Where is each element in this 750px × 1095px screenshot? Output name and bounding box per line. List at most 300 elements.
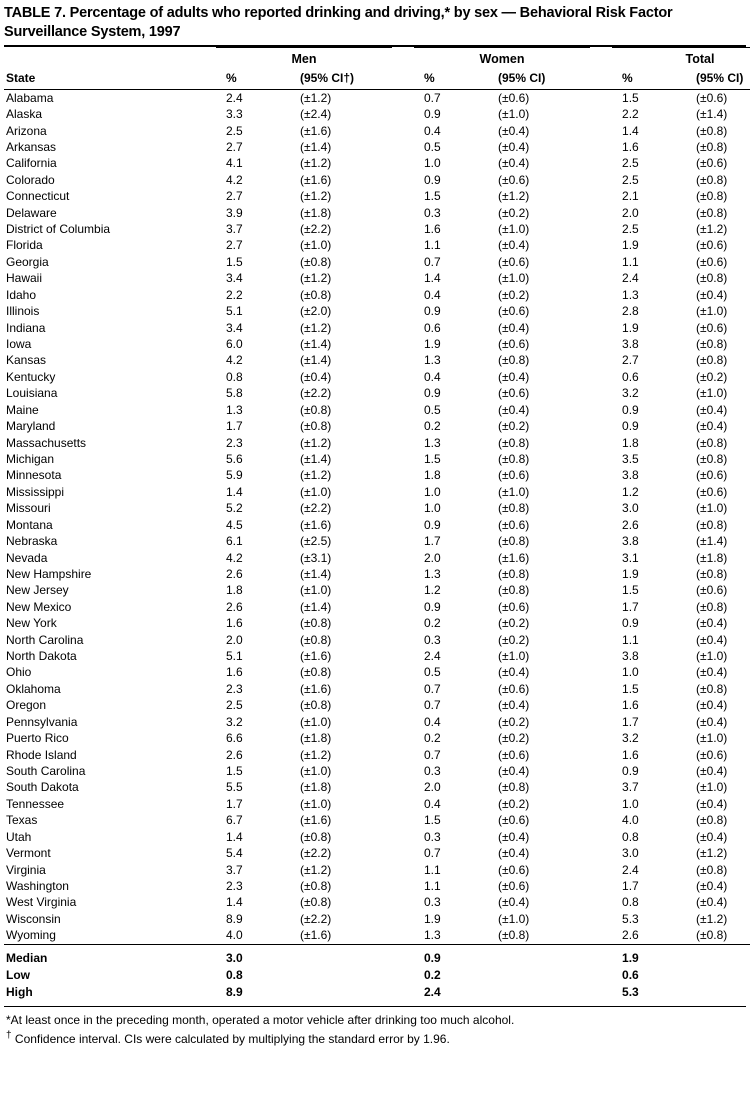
column-header-women-ci: (95% CI) — [498, 71, 546, 86]
footnote-dagger-text: Confidence interval. CIs were calculated by multiplying the standard error by 1.96. — [11, 1031, 450, 1046]
row-total-pct: 2.6 — [622, 517, 639, 532]
row-gap-2 — [590, 139, 612, 155]
row-state: Idaho — [6, 287, 37, 302]
row-women-ci: (±0.6) — [498, 747, 530, 762]
row-women-pct: 1.1 — [424, 878, 441, 893]
row-women-ci: (±0.6) — [498, 681, 530, 696]
table-row — [4, 862, 750, 878]
row-men-ci: (±0.8) — [300, 419, 332, 434]
row-total-pct: 0.9 — [622, 763, 639, 778]
row-women-pct: 1.6 — [424, 222, 441, 237]
row-gap-1 — [392, 796, 414, 812]
table-row — [4, 369, 750, 385]
row-gap-1 — [392, 616, 414, 632]
row-women-ci: (±0.4) — [498, 139, 530, 154]
column-header-men-ci: (95% CI†) — [300, 71, 355, 86]
row-state: South Dakota — [6, 780, 79, 795]
row-women-pct: 0.7 — [424, 254, 441, 269]
row-gap-1 — [392, 123, 414, 139]
row-women-ci: (±0.8) — [498, 501, 530, 516]
row-women-pct: 0.4 — [424, 714, 441, 729]
row-men-ci: (±0.8) — [300, 698, 332, 713]
row-gap-2 — [590, 813, 612, 829]
summary-women-pct: 2.4 — [424, 984, 441, 999]
row-women-ci: (±0.8) — [498, 583, 530, 598]
row-men-ci: (±0.8) — [300, 254, 332, 269]
row-men-pct: 2.7 — [226, 139, 243, 154]
row-women-pct: 0.7 — [424, 681, 441, 696]
table-row — [4, 501, 750, 517]
row-women-pct: 0.7 — [424, 846, 441, 861]
row-men-ci: (±1.0) — [300, 796, 332, 811]
row-total-ci: (±0.8) — [696, 451, 728, 466]
row-state: Illinois — [6, 304, 40, 319]
row-women-pct: 1.0 — [424, 484, 441, 499]
row-women-pct: 0.3 — [424, 829, 441, 844]
row-gap-1 — [392, 878, 414, 894]
row-gap-1 — [392, 238, 414, 254]
row-state: Wyoming — [6, 928, 56, 943]
row-men-ci: (±1.0) — [300, 714, 332, 729]
row-gap-2 — [590, 320, 612, 336]
row-total-pct: 1.1 — [622, 254, 639, 269]
row-total-ci: (±0.8) — [696, 172, 728, 187]
row-gap-1 — [392, 813, 414, 829]
row-men-ci: (±2.2) — [300, 501, 332, 516]
row-total-pct: 0.9 — [622, 616, 639, 631]
row-men-pct: 1.5 — [226, 254, 243, 269]
row-state: Ohio — [6, 665, 32, 680]
table-row — [4, 878, 750, 894]
row-women-ci: (±0.4) — [498, 763, 530, 778]
row-gap-1 — [392, 189, 414, 205]
row-women-pct: 1.8 — [424, 468, 441, 483]
row-gap-1 — [392, 895, 414, 911]
row-women-pct: 0.7 — [424, 698, 441, 713]
row-men-pct: 2.4 — [226, 90, 243, 105]
row-total-pct: 1.2 — [622, 484, 639, 499]
row-men-ci: (±1.4) — [300, 337, 332, 352]
row-total-pct: 0.6 — [622, 369, 639, 384]
row-women-pct: 0.5 — [424, 665, 441, 680]
summary-row — [4, 984, 750, 1001]
row-gap-1 — [392, 271, 414, 287]
row-state: Arkansas — [6, 139, 57, 154]
row-men-ci: (±1.2) — [300, 747, 332, 762]
row-men-pct: 4.2 — [226, 353, 243, 368]
row-women-pct: 1.5 — [424, 813, 441, 828]
row-women-pct: 0.2 — [424, 731, 441, 746]
row-total-pct: 3.5 — [622, 451, 639, 466]
summary-label: Low — [6, 967, 30, 982]
row-men-pct: 3.7 — [226, 222, 243, 237]
row-state: Delaware — [6, 205, 57, 220]
table-row — [4, 468, 750, 484]
row-women-ci: (±0.2) — [498, 796, 530, 811]
summary-women-pct: 0.2 — [424, 967, 441, 982]
table-row — [4, 566, 750, 582]
summary-men-ci-blank — [286, 984, 414, 1001]
row-total-ci: (±0.8) — [696, 189, 728, 204]
table-row — [4, 353, 750, 369]
row-women-pct: 0.5 — [424, 139, 441, 154]
table-row — [4, 189, 750, 205]
row-men-ci: (±0.8) — [300, 878, 332, 893]
table-row — [4, 911, 750, 927]
row-gap-1 — [392, 205, 414, 221]
row-gap-2 — [590, 156, 612, 172]
row-women-ci: (±0.4) — [498, 369, 530, 384]
row-men-ci: (±1.6) — [300, 649, 332, 664]
row-women-ci: (±0.6) — [498, 254, 530, 269]
row-gap-1 — [392, 665, 414, 681]
row-men-pct: 3.2 — [226, 714, 243, 729]
table-row — [4, 517, 750, 533]
row-total-ci: (±1.2) — [696, 222, 728, 237]
row-gap-2 — [590, 928, 612, 945]
row-gap-2 — [590, 599, 612, 615]
row-women-pct: 0.4 — [424, 287, 441, 302]
table-row — [4, 780, 750, 796]
row-total-ci: (±0.8) — [696, 205, 728, 220]
row-gap-1 — [392, 714, 414, 730]
row-men-pct: 3.4 — [226, 320, 243, 335]
summary-total-pct: 0.6 — [622, 967, 639, 982]
row-state: Oregon — [6, 698, 47, 713]
summary-women-ci-blank — [484, 945, 612, 967]
row-men-pct: 3.4 — [226, 271, 243, 286]
row-gap-1 — [392, 747, 414, 763]
row-men-ci: (±1.8) — [300, 205, 332, 220]
table-row — [4, 451, 750, 467]
row-men-pct: 3.9 — [226, 205, 243, 220]
row-state: Alabama — [6, 90, 54, 105]
row-gap-2 — [590, 846, 612, 862]
row-total-ci: (±0.4) — [696, 665, 728, 680]
row-men-pct: 1.4 — [226, 829, 243, 844]
row-total-pct: 3.8 — [622, 337, 639, 352]
row-state: Florida — [6, 238, 43, 253]
table-header — [4, 48, 750, 90]
row-state: South Carolina — [6, 763, 86, 778]
row-women-pct: 0.4 — [424, 369, 441, 384]
row-men-ci: (±1.0) — [300, 238, 332, 253]
row-women-pct: 1.1 — [424, 238, 441, 253]
row-women-ci: (±0.4) — [498, 846, 530, 861]
table-row — [4, 550, 750, 566]
row-total-ci: (±0.6) — [696, 238, 728, 253]
row-women-ci: (±0.6) — [498, 468, 530, 483]
row-men-ci: (±3.1) — [300, 550, 332, 565]
row-state: Kansas — [6, 353, 47, 368]
row-gap-2 — [590, 90, 612, 107]
table-row — [4, 172, 750, 188]
row-men-ci: (±0.8) — [300, 829, 332, 844]
row-women-ci: (±0.6) — [498, 862, 530, 877]
row-men-ci: (±1.6) — [300, 681, 332, 696]
row-gap-1 — [392, 763, 414, 779]
summary-label: High — [6, 984, 33, 999]
row-women-ci: (±1.2) — [498, 189, 530, 204]
summary-total-pct: 1.9 — [622, 951, 639, 966]
row-men-pct: 6.7 — [226, 813, 243, 828]
row-women-ci: (±0.8) — [498, 353, 530, 368]
table-row — [4, 484, 750, 500]
row-gap-1 — [392, 517, 414, 533]
page-title: TABLE 7. Percentage of adults who reported drinking and driving,* by sex — Behavioral Risk Factor Surveillance System, 1997 — [4, 5, 673, 40]
row-men-pct: 6.6 — [226, 731, 243, 746]
column-header-total-pct: % — [622, 71, 633, 86]
row-women-pct: 1.2 — [424, 583, 441, 598]
group-gap-1 — [392, 48, 414, 69]
row-women-ci: (±0.2) — [498, 616, 530, 631]
table-row — [4, 254, 750, 270]
row-women-pct: 1.3 — [424, 353, 441, 368]
row-gap-2 — [590, 681, 612, 697]
row-men-ci: (±1.2) — [300, 189, 332, 204]
row-women-pct: 0.9 — [424, 107, 441, 122]
row-gap-1 — [392, 320, 414, 336]
row-state: Mississippi — [6, 484, 65, 499]
row-total-ci: (±0.6) — [696, 747, 728, 762]
row-total-pct: 1.5 — [622, 90, 639, 105]
row-total-ci: (±1.0) — [696, 386, 728, 401]
table-row — [4, 221, 750, 237]
row-total-pct: 4.0 — [622, 813, 639, 828]
row-gap-1 — [392, 681, 414, 697]
row-gap-2 — [590, 698, 612, 714]
table-row — [4, 238, 750, 254]
row-women-ci: (±1.0) — [498, 222, 530, 237]
row-total-pct: 0.9 — [622, 402, 639, 417]
row-men-pct: 6.1 — [226, 534, 243, 549]
row-gap-1 — [392, 254, 414, 270]
row-women-pct: 1.1 — [424, 862, 441, 877]
row-total-pct: 1.9 — [622, 320, 639, 335]
table-row — [4, 139, 750, 155]
row-total-pct: 2.6 — [622, 928, 639, 943]
row-women-ci: (±0.4) — [498, 156, 530, 171]
row-women-pct: 0.4 — [424, 796, 441, 811]
table-row — [4, 632, 750, 648]
row-gap-1 — [392, 829, 414, 845]
row-total-pct: 1.7 — [622, 714, 639, 729]
table-row — [4, 698, 750, 714]
footnotes — [6, 1012, 746, 1048]
row-total-ci: (±0.2) — [696, 369, 728, 384]
row-gap-2 — [590, 566, 612, 582]
row-women-ci: (±0.4) — [498, 895, 530, 910]
row-total-ci: (±0.6) — [696, 484, 728, 499]
row-state: Georgia — [6, 254, 49, 269]
table-row — [4, 533, 750, 549]
row-men-pct: 1.6 — [226, 616, 243, 631]
row-gap-2 — [590, 451, 612, 467]
row-gap-1 — [392, 928, 414, 945]
row-men-pct: 5.8 — [226, 386, 243, 401]
row-gap-2 — [590, 616, 612, 632]
row-gap-2 — [590, 501, 612, 517]
row-total-pct: 2.0 — [622, 205, 639, 220]
row-total-ci: (±0.4) — [696, 878, 728, 893]
group-header-spacer — [4, 48, 216, 69]
column-header-men-pct: % — [226, 71, 237, 86]
row-women-ci: (±0.8) — [498, 928, 530, 943]
row-total-ci: (±0.8) — [696, 139, 728, 154]
row-total-ci: (±0.8) — [696, 862, 728, 877]
row-women-ci: (±0.6) — [498, 90, 530, 105]
row-gap-1 — [392, 172, 414, 188]
row-women-pct: 0.9 — [424, 172, 441, 187]
row-total-pct: 3.2 — [622, 386, 639, 401]
row-total-ci: (±1.2) — [696, 846, 728, 861]
row-women-ci: (±0.6) — [498, 337, 530, 352]
row-men-ci: (±1.2) — [300, 862, 332, 877]
row-gap-1 — [392, 468, 414, 484]
row-women-pct: 1.3 — [424, 435, 441, 450]
row-state: West Virginia — [6, 895, 77, 910]
row-gap-1 — [392, 139, 414, 155]
row-men-pct: 5.1 — [226, 649, 243, 664]
row-gap-2 — [590, 172, 612, 188]
row-men-pct: 2.7 — [226, 189, 243, 204]
row-women-ci: (±0.6) — [498, 172, 530, 187]
row-total-ci: (±1.0) — [696, 731, 728, 746]
table-row — [4, 205, 750, 221]
row-men-ci: (±0.8) — [300, 632, 332, 647]
row-gap-2 — [590, 287, 612, 303]
row-men-ci: (±0.8) — [300, 616, 332, 631]
row-state: Arizona — [6, 123, 47, 138]
row-gap-1 — [392, 583, 414, 599]
row-men-ci: (±1.6) — [300, 517, 332, 532]
row-men-ci: (±1.0) — [300, 583, 332, 598]
row-gap-2 — [590, 304, 612, 320]
row-gap-1 — [392, 435, 414, 451]
row-state: Wisconsin — [6, 911, 61, 926]
row-total-pct: 2.4 — [622, 271, 639, 286]
row-men-ci: (±1.4) — [300, 139, 332, 154]
table-row — [4, 419, 750, 435]
row-state: Oklahoma — [6, 681, 61, 696]
row-men-ci: (±1.4) — [300, 353, 332, 368]
table-row — [4, 731, 750, 747]
summary-total-ci-blank — [682, 945, 750, 967]
row-gap-1 — [392, 533, 414, 549]
row-men-pct: 5.1 — [226, 304, 243, 319]
table-row — [4, 287, 750, 303]
row-total-ci: (±0.8) — [696, 928, 728, 943]
table-body — [4, 90, 750, 945]
row-men-ci: (±1.6) — [300, 928, 332, 943]
row-state: New Mexico — [6, 599, 72, 614]
row-men-pct: 1.6 — [226, 665, 243, 680]
row-gap-2 — [590, 632, 612, 648]
row-total-ci: (±0.8) — [696, 813, 728, 828]
row-women-pct: 0.3 — [424, 763, 441, 778]
row-gap-2 — [590, 336, 612, 352]
row-women-ci: (±1.0) — [498, 484, 530, 499]
row-men-pct: 1.4 — [226, 484, 243, 499]
row-total-ci: (±1.2) — [696, 911, 728, 926]
row-men-ci: (±1.6) — [300, 813, 332, 828]
row-women-pct: 1.4 — [424, 271, 441, 286]
row-men-pct: 2.6 — [226, 599, 243, 614]
row-total-ci: (±0.4) — [696, 632, 728, 647]
row-women-pct: 1.9 — [424, 911, 441, 926]
row-gap-2 — [590, 386, 612, 402]
row-men-ci: (±1.2) — [300, 90, 332, 105]
row-total-ci: (±0.6) — [696, 583, 728, 598]
row-men-pct: 2.2 — [226, 287, 243, 302]
row-total-ci: (±0.4) — [696, 287, 728, 302]
row-gap-2 — [590, 550, 612, 566]
row-gap-2 — [590, 829, 612, 845]
summary-row — [4, 945, 750, 967]
row-gap-2 — [590, 402, 612, 418]
row-men-ci: (±1.2) — [300, 156, 332, 171]
row-men-pct: 2.0 — [226, 632, 243, 647]
row-total-ci: (±0.6) — [696, 320, 728, 335]
row-men-pct: 1.7 — [226, 796, 243, 811]
row-men-pct: 5.9 — [226, 468, 243, 483]
row-gap-1 — [392, 599, 414, 615]
drinking-driving-table — [4, 47, 750, 1001]
row-state: Rhode Island — [6, 747, 77, 762]
row-men-ci: (±1.6) — [300, 172, 332, 187]
row-gap-2 — [590, 468, 612, 484]
row-women-ci: (±1.6) — [498, 550, 530, 565]
row-gap-2 — [590, 205, 612, 221]
table-row — [4, 813, 750, 829]
row-total-pct: 3.8 — [622, 534, 639, 549]
row-men-ci: (±2.4) — [300, 107, 332, 122]
row-gap-1 — [392, 336, 414, 352]
row-state: Maine — [6, 402, 39, 417]
row-total-ci: (±0.6) — [696, 468, 728, 483]
group-header-row — [4, 48, 750, 69]
row-men-ci: (±2.2) — [300, 386, 332, 401]
row-total-pct: 1.9 — [622, 566, 639, 581]
row-gap-1 — [392, 156, 414, 172]
summary-body — [4, 945, 750, 1001]
row-total-ci: (±1.0) — [696, 780, 728, 795]
row-men-ci: (±0.8) — [300, 402, 332, 417]
row-state: Kentucky — [6, 369, 56, 384]
summary-women-ci-blank — [484, 967, 612, 984]
row-gap-1 — [392, 90, 414, 107]
row-total-pct: 2.5 — [622, 156, 639, 171]
table-row — [4, 107, 750, 123]
footnote-dagger — [6, 1029, 746, 1048]
row-gap-1 — [392, 501, 414, 517]
row-men-ci: (±1.2) — [300, 320, 332, 335]
row-women-ci: (±0.2) — [498, 632, 530, 647]
row-gap-1 — [392, 862, 414, 878]
row-women-ci: (±0.4) — [498, 829, 530, 844]
row-total-pct: 2.5 — [622, 172, 639, 187]
row-women-ci: (±1.0) — [498, 271, 530, 286]
row-men-pct: 4.1 — [226, 156, 243, 171]
row-men-pct: 2.6 — [226, 747, 243, 762]
row-total-ci: (±0.8) — [696, 517, 728, 532]
row-total-ci: (±0.4) — [696, 402, 728, 417]
row-gap-2 — [590, 731, 612, 747]
row-women-pct: 0.3 — [424, 895, 441, 910]
row-men-ci: (±1.0) — [300, 484, 332, 499]
row-total-pct: 0.8 — [622, 895, 639, 910]
row-men-ci: (±1.2) — [300, 271, 332, 286]
